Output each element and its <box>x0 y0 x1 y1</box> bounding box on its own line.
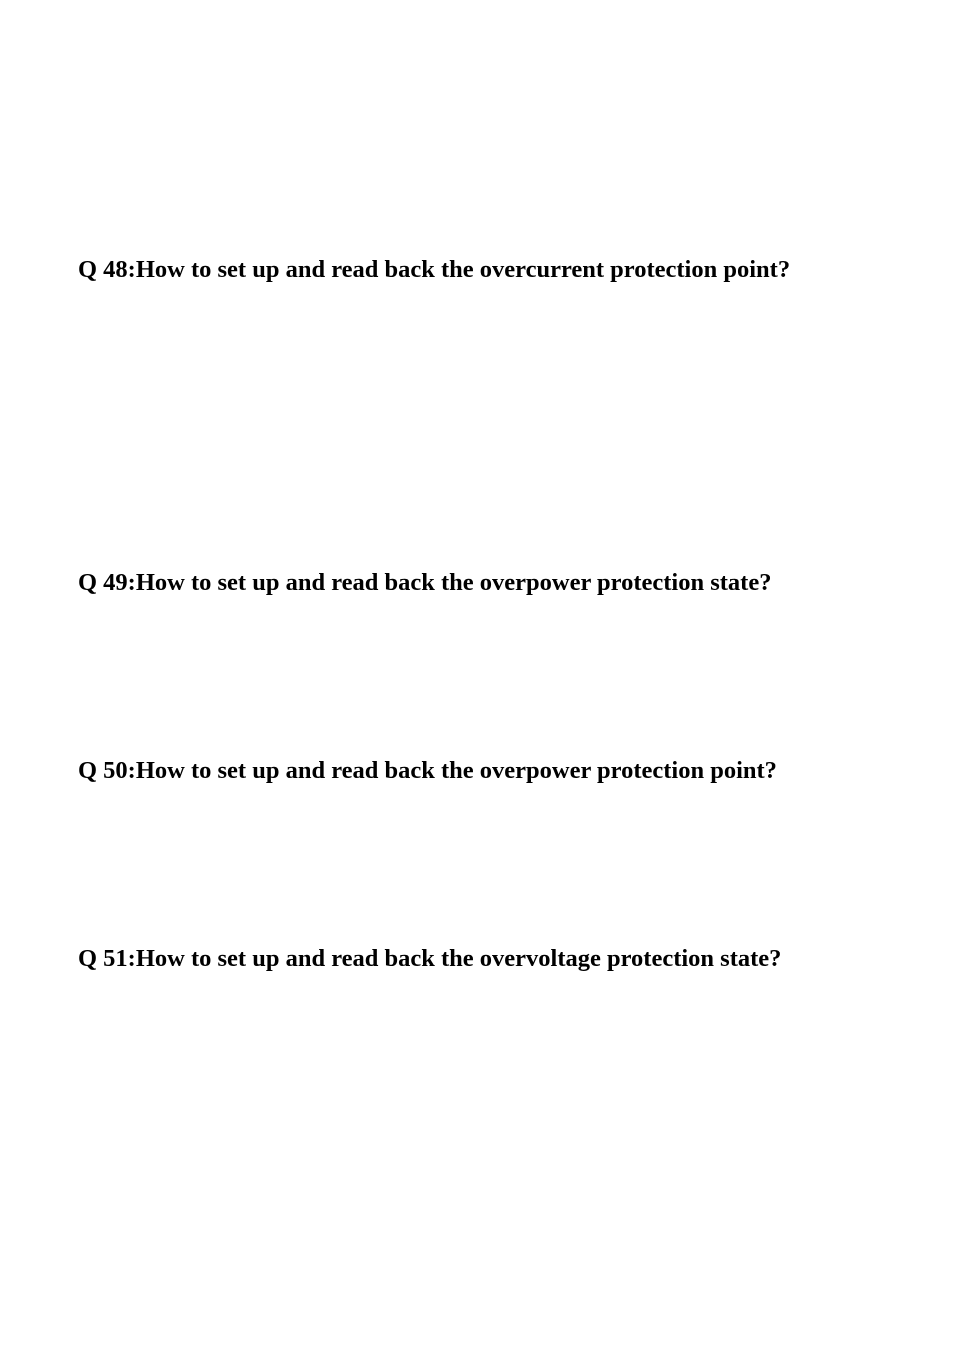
question-heading-49: Q 49:How to set up and read back the overpower protection state? <box>78 569 772 596</box>
question-heading-51: Q 51:How to set up and read back the overvoltage protection state? <box>78 945 782 972</box>
question-heading-50: Q 50:How to set up and read back the overpower protection point? <box>78 757 777 784</box>
question-heading-48: Q 48:How to set up and read back the overcurrent protection point? <box>78 256 791 283</box>
